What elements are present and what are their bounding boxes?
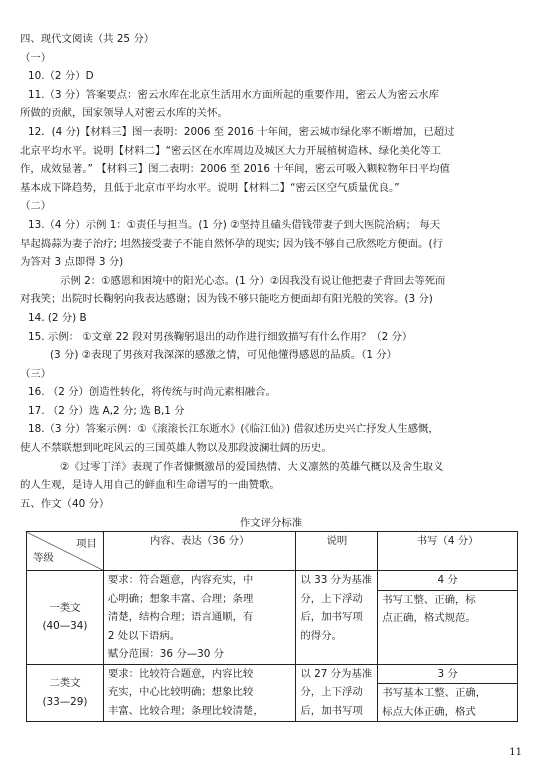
content-cell-line: 要求：符合题意，内容充实，中 <box>107 574 254 586</box>
text-line: 对我笑；出院时长鞠躬向我表达感谢；因为钱不够只能吃方便面却有阳光般的笑容。(3 分) <box>20 293 433 306</box>
writing-cell-line: 标点大体正确，格式 <box>382 705 476 718</box>
essay-rubric-table <box>26 531 518 722</box>
header-writing: 书写（4 分） <box>378 532 518 571</box>
text-line: 五、作文（40 分） <box>20 497 110 510</box>
content-cell-line: 充实，中心比较明确；想象比较 <box>107 686 254 698</box>
header-corner-cell <box>27 532 104 571</box>
text-line: 16. （2 分）创造性转化，将传统与时尚元素相融合。 <box>28 386 276 399</box>
text-line: （二） <box>20 200 52 213</box>
table-title: 作文评分标准 <box>239 517 303 529</box>
text-line: (3 分) ②表现了男孩对我深深的感激之情，可见他懂得感恩的品质。（1 分） <box>50 349 398 362</box>
text-line: （三） <box>20 367 52 380</box>
grade-range: (40—34) <box>42 620 88 633</box>
header-corner-grade: 等级 <box>33 551 54 564</box>
content-cell <box>103 571 296 665</box>
text-line: 使人不禁联想到叱咤风云的三国英雄人物以及那段波澜壮阔的历史。 <box>20 442 332 455</box>
text-line: 10.（2 分）D <box>28 70 94 83</box>
text-line: 13.（4 分）示例 1：①责任与担当。(1 分) ②坚持且磕头借钱带妻子到大医院治病； 每天 <box>28 218 441 231</box>
note-cell-line: 的得分。 <box>300 629 342 642</box>
content-cell-line: 2 处以下语病。 <box>107 629 181 642</box>
text-line: 示例 2：①感恩和困境中的阳光心态。(1 分）②因我没有说让他把妻子背回去等死而 <box>60 274 446 287</box>
grade-cell <box>27 571 104 665</box>
content-cell-line: 清楚，结构合理；语言通顺，有 <box>107 611 254 623</box>
text-line: 14. (2 分) B <box>28 311 87 324</box>
table-header-row <box>27 532 518 571</box>
header-corner-item: 项目 <box>76 538 97 550</box>
note-cell-line: 以 33 分为基准 <box>300 574 373 586</box>
writing-cell-line: 点正确，格式规范。 <box>382 612 476 624</box>
header-content: 内容、表达（36 分） <box>103 532 296 571</box>
note-cell <box>296 571 378 665</box>
content-cell <box>103 664 296 722</box>
text-line: 为答对 3 点即得 3 分) <box>20 256 124 269</box>
note-cell-line: 分，上下浮动 <box>300 686 363 698</box>
writing-score: 4 分 <box>378 571 517 591</box>
note-cell-line: 以 27 分为基准 <box>300 667 373 680</box>
text-line: 所做的贡献，国家领导人对密云水库的关怀。 <box>20 107 228 120</box>
content-cell-line: 丰富、比较合理；条理比较清楚， <box>107 704 264 717</box>
text-line: 18.（3 分）答案示例：①《滚滚长江东逝水》(《临江仙》) 借叙述历史兴亡抒发人生感慨， <box>28 423 439 436</box>
text-line: 11.（3 分）答案要点：密云水库在北京生活用水方面所起的重要作用，密云人为密云水库 <box>28 88 439 101</box>
text-line: 北京平均水平。说明【材料二】“密云区在水库周边及城区大力开展植树造林、绿化美化等工 <box>20 144 442 157</box>
note-cell-line: 后，加书写项 <box>300 611 363 623</box>
text-line: ②《过零丁洋》表现了作者慷慨激昂的爱国热情、大义凛然的英雄气概以及舍生取义 <box>60 460 444 473</box>
page-number: 11 <box>509 747 522 758</box>
text-line: 四、现代文阅读（共 25 分） <box>20 33 155 45</box>
writing-cell <box>378 571 518 665</box>
grade-label: 一类文 <box>49 601 81 614</box>
text-line: 17. （2 分）选 A,2 分; 选 B,1 分 <box>28 404 185 417</box>
text-line: 12．(4 分)【材料三】图一表明：2006 至 2016 十年间，密云城市绿化率不断增加，已超过 <box>28 125 455 138</box>
grade-label: 二类文 <box>49 677 81 690</box>
text-line: 早起捣蒜为妻子治疗; 坦然接受妻子不能自然怀孕的现实; 因为钱不够自己欣然吃方便面。(行 <box>20 237 443 250</box>
answer-text-block <box>20 30 528 513</box>
text-line: 的人生观，是诗人用自己的鲜血和生命谱写的一曲赞歌。 <box>20 479 280 492</box>
note-cell-line: 分，上下浮动 <box>300 592 363 605</box>
text-line: 15. 示例： ①文章 22 段对男孩鞠躬退出的动作进行细致描写有什么作用？（2 分） <box>28 330 413 343</box>
writing-cell-line: 书写基本工整、正确， <box>382 687 487 699</box>
note-cell <box>296 664 378 722</box>
content-cell-line: 要求：比较符合题意，内容比较 <box>107 667 254 680</box>
writing-cell-line: 书写工整、正确，标 <box>382 593 476 606</box>
text-line: （一） <box>20 51 52 64</box>
note-cell-line: 后，加书写项 <box>300 704 363 717</box>
content-cell-line: 赋分范围：36 分—30 分 <box>107 648 225 660</box>
grade-range: (33—29) <box>42 695 88 708</box>
grade-cell <box>27 664 104 722</box>
text-line: 作，成效显著。” 【材料三】图二表明：2006 至 2016 十年间，密云可吸入颗粒物年日平均值 <box>20 163 450 176</box>
writing-score: 3 分 <box>378 665 517 685</box>
rubric-row <box>27 571 518 665</box>
writing-cell <box>378 664 518 722</box>
rubric-row <box>27 664 518 722</box>
text-line: 基本成下降趋势，且低于北京市平均水平。说明【材料二】“密云区空气质量优良。” <box>20 181 400 194</box>
header-note: 说明 <box>296 532 378 571</box>
content-cell-line: 心明确；想象丰富、合理；条理 <box>107 592 254 605</box>
